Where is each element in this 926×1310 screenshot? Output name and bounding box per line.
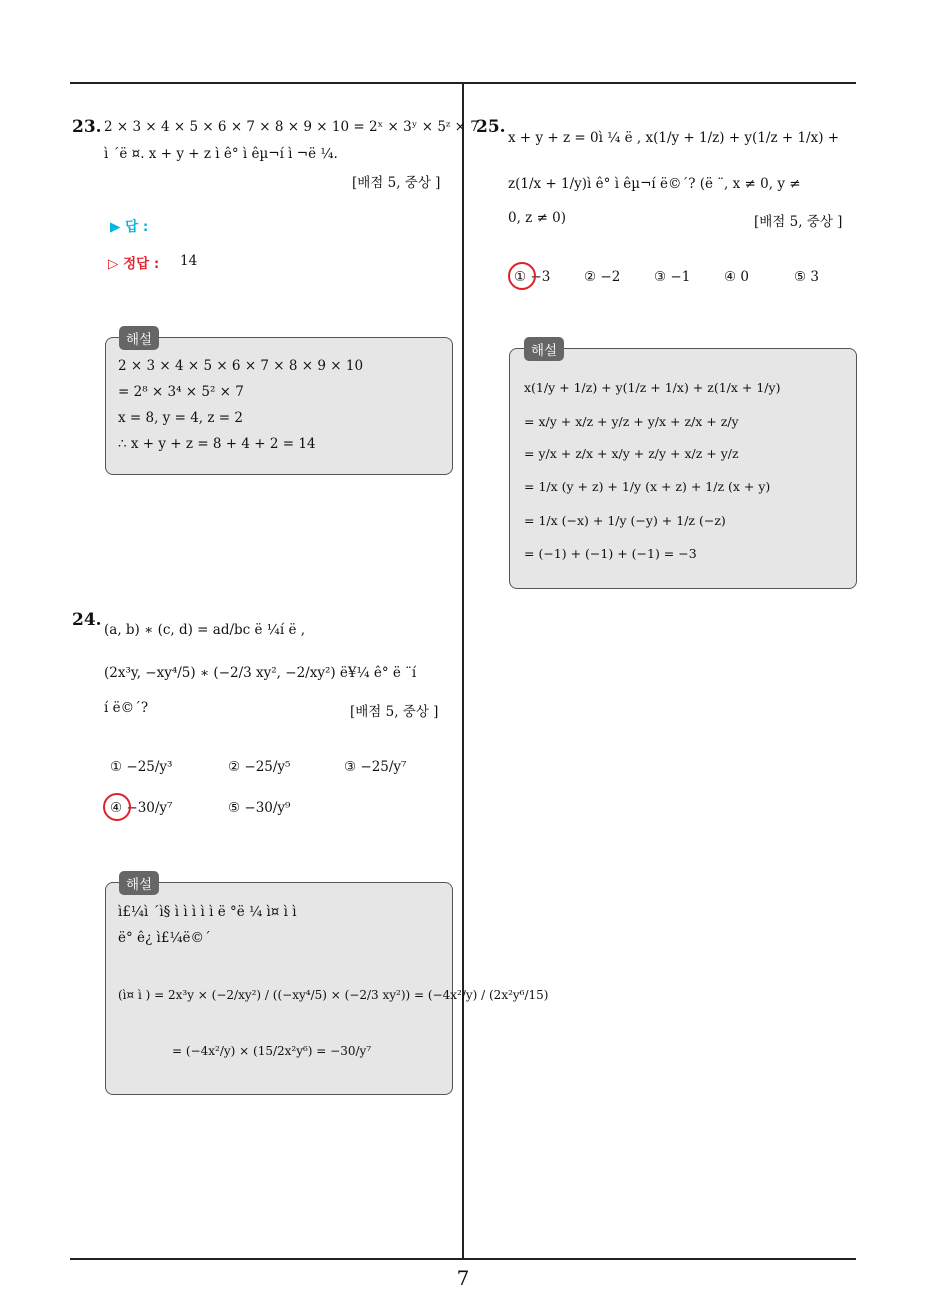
q25-solution-line: = (−1) + (−1) + (−1) = −3: [524, 546, 697, 561]
q23-correct-label: ▷ 정답 :: [108, 256, 160, 272]
q25-solution-title: 해설: [524, 337, 564, 361]
q23-solution-title: 해설: [119, 326, 159, 350]
q25-tag: [배점 5, 중상 ]: [754, 214, 843, 230]
bottom-rule: [70, 1258, 856, 1260]
q24-choice-4[interactable]: ④ −30/y⁷: [110, 800, 173, 816]
q23-solution-line: = 2⁸ × 3⁴ × 5² × 7: [118, 384, 244, 400]
q24-solution-line: = (−4x²/y) × (15/2x²y⁶) = −30/y⁷: [172, 1044, 372, 1058]
q23-tag: [배점 5, 중상 ]: [352, 175, 441, 191]
q24-line1: (a, b) ∗ (c, d) = ad/bc ë ¼í ë ,: [104, 622, 306, 638]
q24-choice-5[interactable]: ⑤ −30/y⁹: [228, 800, 291, 816]
q25-line3: 0, z ≠ 0): [508, 210, 567, 226]
q24-number: 24.: [72, 610, 102, 630]
q23-correct-value: 14: [180, 253, 198, 269]
q24-line3: í ë©´?: [104, 700, 149, 716]
q25-solution-line: = y/x + z/x + x/y + z/y + x/z + y/z: [524, 446, 739, 461]
q25-correct-circle-mark: [508, 262, 536, 290]
q24-correct-circle-mark: [103, 793, 131, 821]
q25-line1: x + y + z = 0ì ¼ ë , x(1/y + 1/z) + y(1/z + 1/x) +: [508, 130, 840, 146]
q24-solution-line: ì£¼ì ´ì§ ì ì ì ì ì ë °ë ¼ ì¤ ì ì: [118, 904, 297, 920]
q24-choice-2[interactable]: ② −25/y⁵: [228, 759, 291, 775]
q24-choice-3[interactable]: ③ −25/y⁷: [344, 759, 407, 775]
q23-answer-label: ▶ 답 :: [110, 219, 149, 235]
q24-choice-1[interactable]: ① −25/y³: [110, 759, 173, 775]
q25-choice-1[interactable]: ① −3: [514, 269, 551, 285]
q25-solution-line: = x/y + x/z + y/z + y/x + z/x + z/y: [524, 414, 739, 429]
column-divider: [462, 82, 464, 1258]
q25-number: 25.: [476, 117, 506, 137]
q23-solution-line: x = 8, y = 4, z = 2: [118, 410, 243, 426]
q25-choice-5[interactable]: ⑤ 3: [794, 269, 819, 285]
page-number: 7: [456, 1266, 470, 1290]
q25-choice-3[interactable]: ③ −1: [654, 269, 691, 285]
q23-number: 23.: [72, 117, 102, 137]
q25-solution-line: = 1/x (−x) + 1/y (−y) + 1/z (−z): [524, 513, 726, 528]
q24-solution-line: (ì¤ ì ) = 2x³y × (−2/xy²) / ((−xy⁴/5) × (−2/3 xy²)) = (−4x²/y) / (2x²y⁶/15): [118, 988, 549, 1002]
q25-solution-line: = 1/x (y + z) + 1/y (x + z) + 1/z (x + y): [524, 479, 771, 494]
q24-solution-title: 해설: [119, 871, 159, 895]
q23-solution-line: ∴ x + y + z = 8 + 4 + 2 = 14: [118, 436, 316, 452]
q24-line2: (2x³y, −xy⁴/5) ∗ (−2/3 xy², −2/xy²) ë¥¼ ê° ë ¨í: [104, 665, 417, 681]
q25-choice-2[interactable]: ② −2: [584, 269, 621, 285]
q23-solution-line: 2 × 3 × 4 × 5 × 6 × 7 × 8 × 9 × 10: [118, 358, 364, 374]
q25-line2: z(1/x + 1/y)ì ê° ì êµ¬í ë©´? (ë ¨, x ≠ 0, y ≠: [508, 176, 801, 192]
q24-tag: [배점 5, 중상 ]: [350, 704, 439, 720]
q25-solution-line: x(1/y + 1/z) + y(1/z + 1/x) + z(1/x + 1/y): [524, 380, 781, 395]
q23-line2: ì ´ë ¤. x + y + z ì ê° ì êµ¬í ì ¬ë ¼.: [104, 146, 338, 162]
q25-choice-4[interactable]: ④ 0: [724, 269, 749, 285]
q24-solution-line: ë° ê¿ ì£¼ë©´: [118, 930, 211, 946]
q23-line1: 2 × 3 × 4 × 5 × 6 × 7 × 8 × 9 × 10 = 2ˣ × 3ʸ × 5ᶻ × 7: [104, 119, 479, 135]
